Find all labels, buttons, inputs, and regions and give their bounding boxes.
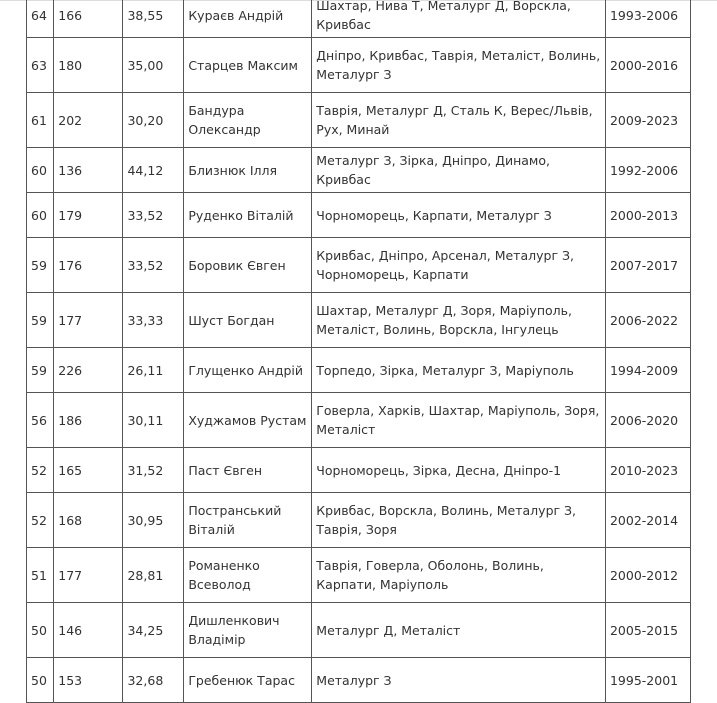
games-cell: 168 xyxy=(54,493,123,548)
games-cell: 146 xyxy=(54,603,123,658)
table-row xyxy=(27,293,691,348)
player-name-cell: Худжамов Рустам xyxy=(184,393,312,448)
table-row xyxy=(27,38,691,93)
player-name-cell: Паст Євген xyxy=(184,448,312,493)
rank-cell: 59 xyxy=(27,293,54,348)
player-name-cell: Близнюк Ілля xyxy=(184,148,312,193)
years-cell: 1992-2006 xyxy=(605,148,690,193)
clubs-cell: Дніпро, Кривбас, Таврія, Металіст, Волинь, Металург З xyxy=(312,38,606,93)
player-name-cell: Руденко Віталій xyxy=(184,193,312,238)
rank-cell: 60 xyxy=(27,193,54,238)
player-name-cell: Кураєв Андрій xyxy=(184,0,312,38)
average-cell: 30,20 xyxy=(123,93,184,148)
rank-cell: 56 xyxy=(27,393,54,448)
games-cell: 186 xyxy=(54,393,123,448)
player-name-cell: Глущенко Андрій xyxy=(184,348,312,393)
years-cell: 2002-2014 xyxy=(605,493,690,548)
games-cell: 153 xyxy=(54,658,123,703)
years-cell: 2005-2015 xyxy=(605,603,690,658)
player-name-cell: Романенко Всеволод xyxy=(184,548,312,603)
goalkeepers-table xyxy=(26,0,691,703)
games-cell: 177 xyxy=(54,293,123,348)
average-cell: 44,12 xyxy=(123,148,184,193)
games-cell: 165 xyxy=(54,448,123,493)
table-row xyxy=(27,348,691,393)
years-cell: 1993-2006 xyxy=(605,0,690,38)
clubs-cell: Шахтар, Металург Д, Зоря, Маріуполь, Металіст, Волинь, Ворскла, Інгулець xyxy=(312,293,606,348)
player-name-cell: Бандура Олександр xyxy=(184,93,312,148)
table-row xyxy=(27,238,691,293)
years-cell: 2007-2017 xyxy=(605,238,690,293)
years-cell: 2006-2020 xyxy=(605,393,690,448)
clubs-cell: Чорноморець, Карпати, Металург З xyxy=(312,193,606,238)
clubs-cell: Торпедо, Зірка, Металург З, Маріуполь xyxy=(312,348,606,393)
average-cell: 38,55 xyxy=(123,0,184,38)
years-cell: 2009-2023 xyxy=(605,93,690,148)
years-cell: 2000-2016 xyxy=(605,38,690,93)
table-row xyxy=(27,148,691,193)
rank-cell: 59 xyxy=(27,348,54,393)
player-name-cell: Старцев Максим xyxy=(184,38,312,93)
average-cell: 30,95 xyxy=(123,493,184,548)
games-cell: 226 xyxy=(54,348,123,393)
clubs-cell: Шахтар, Нива Т, Металург Д, Ворскла, Кривбас xyxy=(312,0,606,38)
rank-cell: 64 xyxy=(27,0,54,38)
games-cell: 177 xyxy=(54,548,123,603)
years-cell: 2000-2013 xyxy=(605,193,690,238)
games-cell: 136 xyxy=(54,148,123,193)
rank-cell: 59 xyxy=(27,238,54,293)
rank-cell: 52 xyxy=(27,493,54,548)
rank-cell: 52 xyxy=(27,448,54,493)
rank-cell: 63 xyxy=(27,38,54,93)
average-cell: 32,68 xyxy=(123,658,184,703)
clubs-cell: Говерла, Харків, Шахтар, Маріуполь, Зоря, Металіст xyxy=(312,393,606,448)
table-row xyxy=(27,548,691,603)
years-cell: 2010-2023 xyxy=(605,448,690,493)
table-row xyxy=(27,193,691,238)
years-cell: 2000-2012 xyxy=(605,548,690,603)
rank-cell: 50 xyxy=(27,658,54,703)
player-name-cell: Шуст Богдан xyxy=(184,293,312,348)
rank-cell: 51 xyxy=(27,548,54,603)
clubs-cell: Металург З, Зірка, Дніпро, Динамо, Кривбас xyxy=(312,148,606,193)
rank-cell: 50 xyxy=(27,603,54,658)
rank-cell: 60 xyxy=(27,148,54,193)
table-row xyxy=(27,448,691,493)
table-row xyxy=(27,603,691,658)
years-cell: 1995-2001 xyxy=(605,658,690,703)
clubs-cell: Чорноморець, Зірка, Десна, Дніпро-1 xyxy=(312,448,606,493)
player-name-cell: Постранський Віталій xyxy=(184,493,312,548)
average-cell: 28,81 xyxy=(123,548,184,603)
average-cell: 30,11 xyxy=(123,393,184,448)
years-cell: 1994-2009 xyxy=(605,348,690,393)
clubs-cell: Таврія, Говерла, Оболонь, Волинь, Карпати, Маріуполь xyxy=(312,548,606,603)
average-cell: 26,11 xyxy=(123,348,184,393)
games-cell: 176 xyxy=(54,238,123,293)
average-cell: 34,25 xyxy=(123,603,184,658)
average-cell: 33,52 xyxy=(123,238,184,293)
clubs-cell: Кривбас, Дніпро, Арсенал, Металург З, Чорноморець, Карпати xyxy=(312,238,606,293)
games-cell: 180 xyxy=(54,38,123,93)
games-cell: 166 xyxy=(54,0,123,38)
average-cell: 33,52 xyxy=(123,193,184,238)
games-cell: 179 xyxy=(54,193,123,238)
clubs-cell: Металург Д, Металіст xyxy=(312,603,606,658)
table-row xyxy=(27,658,691,703)
player-name-cell: Дишленкович Владімір xyxy=(184,603,312,658)
clubs-cell: Кривбас, Ворскла, Волинь, Металург З, Таврія, Зоря xyxy=(312,493,606,548)
table-row xyxy=(27,493,691,548)
player-name-cell: Боровик Євген xyxy=(184,238,312,293)
table-row xyxy=(27,0,691,38)
table-row xyxy=(27,393,691,448)
table-row xyxy=(27,93,691,148)
clubs-cell: Таврія, Металург Д, Сталь К, Верес/Львів, Рух, Минай xyxy=(312,93,606,148)
player-name-cell: Гребенюк Тарас xyxy=(184,658,312,703)
average-cell: 31,52 xyxy=(123,448,184,493)
average-cell: 35,00 xyxy=(123,38,184,93)
years-cell: 2006-2022 xyxy=(605,293,690,348)
average-cell: 33,33 xyxy=(123,293,184,348)
games-cell: 202 xyxy=(54,93,123,148)
rank-cell: 61 xyxy=(27,93,54,148)
clubs-cell: Металург З xyxy=(312,658,606,703)
